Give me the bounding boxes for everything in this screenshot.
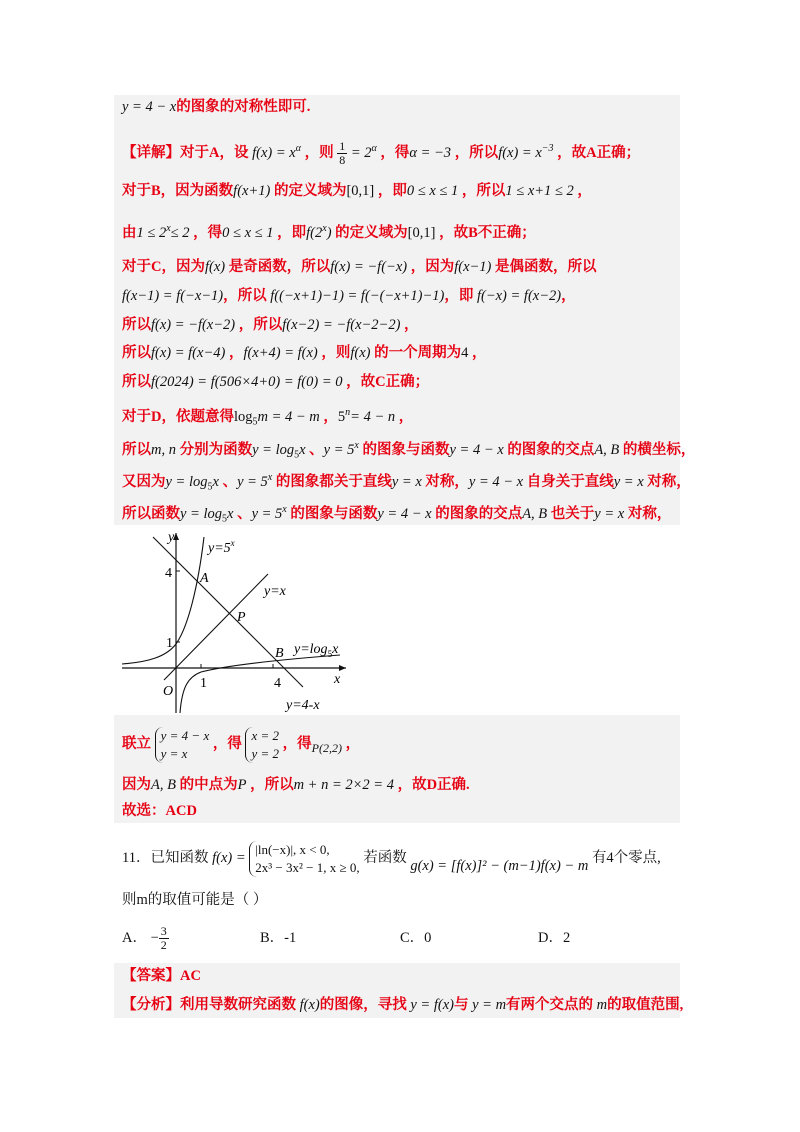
label-line-y-x: y=x — [264, 584, 286, 599]
solution-line-2: 【详解】对于A，设 $f(x) = x^\alpha$ ，则 $\frac{1}{8}$ = $2^\alpha$ ，得α = −3 ，所以$f(x) = x^{-3}$ ，故A正确； — [122, 139, 641, 167]
solution-line-9: 所以f(2024) = f(506×4+0) = f(0) = 0 ，故C正确； — [122, 374, 430, 390]
label-four-x: 4 — [274, 676, 281, 691]
option-c[interactable]: C．0 — [400, 930, 432, 946]
label-x-axis: x — [334, 672, 341, 687]
analysis-line: 【分析】利用导数研究函数 f(x)的图像，寻找 y = f(x)与 y = m有两个交点的 m的取值范围, — [122, 997, 684, 1013]
solution-line-13: 所以函数$y = \log_5x$ 、$y = 5^x$ 的图象与函数y = 4 − x 的图象的交点A, B 也关于y = x 对称， — [122, 504, 672, 525]
solution-line-7: 所以f(x) = −f(x−2) ，所以f(x−2) = −f(x−2−2) ， — [122, 317, 419, 333]
solution-line-1: y = 4 − x的图象的对称性即可. — [122, 99, 311, 115]
answer-line: 【答案】AC — [122, 968, 201, 984]
solution-line-11: 所以m, n 分别为函数$y = \log_5x$ 、$y = 5^x$ 的图象与函数y = 4 − x 的图象的交点A, B 的横坐标， — [122, 440, 696, 461]
solution-line-4: 由$1 \le 2^x\le 2$ ，得0 ≤ x ≤ 1 ，即f(2$^x$) 的定义域为[0,1] ，故B不正确； — [122, 223, 536, 241]
solution-line-3: 对于B，因为函数f(x+1) 的定义域为[0,1] ，即0 ≤ x ≤ 1 ，所以1 ≤ x+1 ≤ 2 ， — [122, 183, 592, 199]
solution-line-14: 联立 y = 4 − x y = x ，得 x = 2 y = 2 ，得$_{P(2,2)}$ ， — [122, 727, 361, 761]
label-y-axis: y — [168, 530, 175, 545]
solution-line-10: 对于D，依题意得$\log_5m = 4 - m$ ，$5^n= 4 - n$ ， — [122, 407, 414, 428]
label-log-curve: $y=\log_5x$ — [294, 642, 339, 659]
label-point-a: A — [200, 571, 209, 586]
curve-5-power-x — [122, 537, 204, 664]
label-origin: O — [163, 684, 174, 699]
label-point-p: P — [237, 610, 246, 625]
graph-svg — [118, 527, 350, 715]
question-11-line-2: 则m的取值可能是（ ） — [122, 892, 268, 908]
option-d[interactable]: D．2 — [538, 930, 571, 946]
label-point-b: B — [275, 646, 284, 661]
label-one-x: 1 — [200, 676, 207, 691]
solution-line-6: f(x−1) = f(−x−1)，所以 f((−x+1)−1) = f(−(−x+1)−1)，即 f(−x) = f(x−2)， — [122, 288, 576, 304]
x-axis-arrow — [339, 665, 346, 671]
function-graph — [118, 527, 350, 715]
question-11-line-1: 11．已知函数 f(x) = |ln(−x)|, x < 0, 2x³ − 3x² − 1, x ≥ 0, 若函数 g(x) = [f(x)]² − (m−1)f(x) − m 有4个零点, — [122, 841, 661, 875]
solution-line-16: 故选：ACD — [122, 803, 197, 819]
option-b[interactable]: B．-1 — [260, 930, 297, 946]
piecewise-brace: |ln(−x)|, x < 0, 2x³ − 3x² − 1, x ≥ 0, — [249, 841, 359, 877]
system-brace-1: y = 4 − x y = x — [155, 727, 210, 763]
label-one-y: 1 — [166, 636, 173, 651]
system-brace-2: x = 2 y = 2 — [245, 727, 279, 763]
solution-line-8: 所以f(x) = f(x−4) ，f(x+4) = f(x) ，则f(x) 的一个周期为4 ， — [122, 345, 487, 361]
option-a[interactable]: A． − $\frac{3}{2}$ — [122, 924, 167, 953]
solution-line-12: 又因为$y = \log_5x$ 、$y = 5^x$ 的图象都关于直线y = x 对称，y = 4 − x 自身关于直线y = x 对称， — [122, 472, 691, 493]
label-four-y: 4 — [165, 566, 172, 581]
solution-line-15: 因为A, B 的中点为P ，所以m + n = 2×2 = 4 ，故D正确. — [122, 777, 470, 793]
line-y-equals-x — [164, 574, 268, 680]
label-exp-curve: $y=5^x$ — [208, 538, 235, 556]
solution-line-5: 对于C，因为f(x) 是奇函数，所以f(x) = −f(−x) ，因为f(x−1) 是偶函数，所以 — [122, 259, 597, 275]
label-line-4-x: y=4-x — [286, 698, 320, 713]
